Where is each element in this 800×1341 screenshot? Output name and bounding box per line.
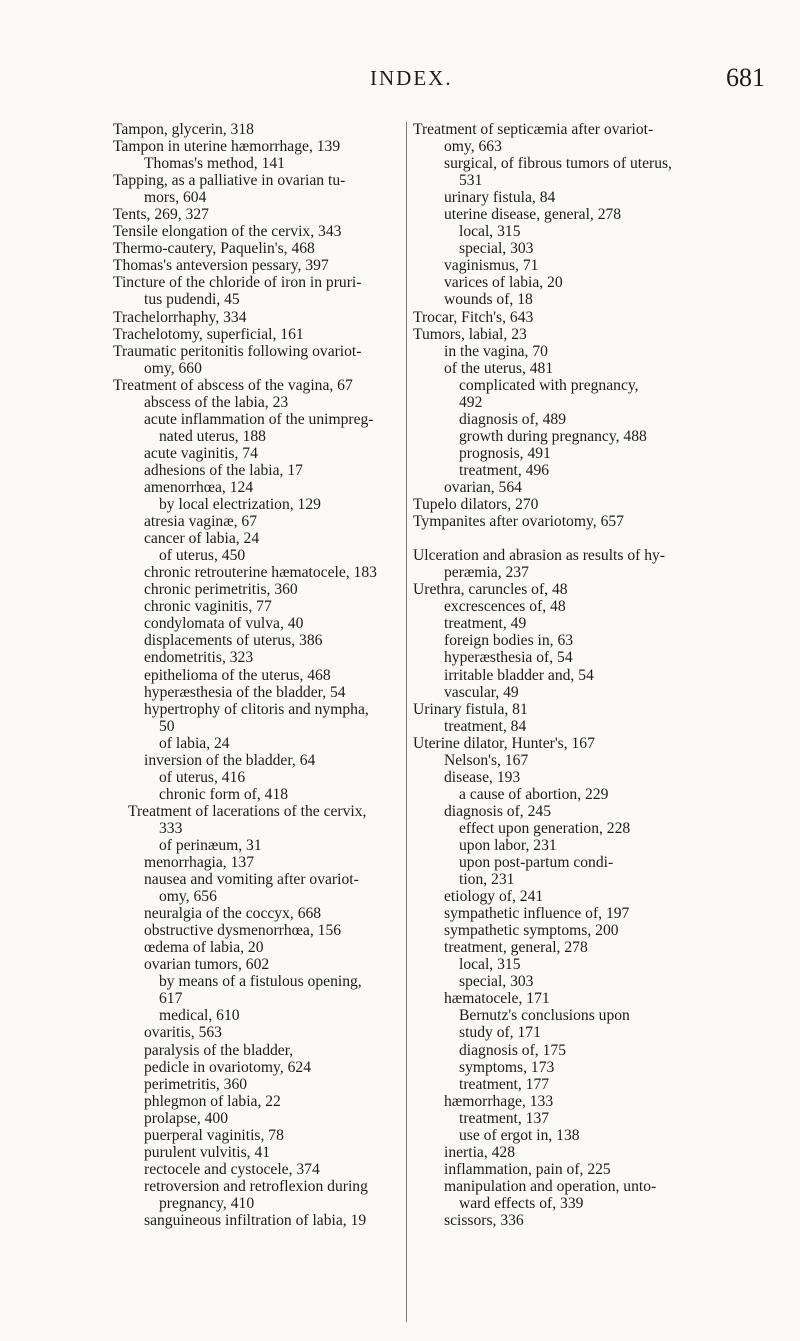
index-subentry: prognosis, 491 xyxy=(459,444,551,462)
index-subentry: upon post-partum condi- xyxy=(459,854,614,872)
index-subentry: ovarian tumors, 602 xyxy=(144,956,270,974)
index-subentry: Treatment of lacerations of the cervix, xyxy=(128,802,367,820)
index-subentry: peræmia, 237 xyxy=(444,564,529,582)
index-subentry: sanguineous infiltration of labia, 19 xyxy=(144,1212,367,1229)
index-subentry: of uterus, 416 xyxy=(159,768,246,786)
index-subentry: chronic retrouterine hæmatocele, 183 xyxy=(144,564,377,582)
index-subentry: uterine disease, general, 278 xyxy=(444,206,622,224)
index-column-left xyxy=(113,121,403,1229)
index-subentry: pregnancy, 410 xyxy=(159,1194,255,1212)
index-subentry: displacements of uterus, 386 xyxy=(144,632,323,650)
index-subentry: symptoms, 173 xyxy=(459,1058,555,1076)
index-subentry: diagnosis of, 489 xyxy=(459,410,566,428)
index-subentry: acute vaginitis, 74 xyxy=(144,444,258,462)
index-entry: Tumors, labial, 23 xyxy=(413,325,527,343)
index-entry: Treatment of septicæmia after ovariot- xyxy=(413,121,654,138)
index-subentry: Nelson's, 167 xyxy=(444,751,529,769)
running-head-title: INDEX. xyxy=(370,66,453,90)
index-subentry: hyperæsthesia of the bladder, 54 xyxy=(144,683,346,701)
index-entry: Urinary fistula, 81 xyxy=(413,700,528,718)
index-subentry: nausea and vomiting after ovariot- xyxy=(144,871,359,889)
index-subentry: by local electrization, 129 xyxy=(159,496,321,514)
index-subentry: special, 303 xyxy=(459,973,534,991)
index-subentry: use of ergot in, 138 xyxy=(459,1126,580,1144)
index-entry: Tympanites after ovariotomy, 657 xyxy=(413,513,624,531)
index-subentry: epithelioma of the uterus, 468 xyxy=(144,666,331,684)
index-subentry: etiology of, 241 xyxy=(444,888,544,906)
index-subentry: treatment, 84 xyxy=(444,717,527,735)
index-entry: Urethra, caruncles of, 48 xyxy=(413,581,568,599)
index-subentry: foreign bodies in, 63 xyxy=(444,632,574,650)
index-subentry: perimetritis, 360 xyxy=(144,1075,248,1093)
index-subentry: 531 xyxy=(459,172,483,190)
index-entry: Ulceration and abrasion as results of hy- xyxy=(413,547,666,565)
index-entry: Tensile elongation of the cervix, 343 xyxy=(113,223,342,241)
index-subentry: of uterus, 450 xyxy=(159,547,246,565)
index-subentry: complicated with pregnancy, xyxy=(459,376,639,394)
index-subentry: omy, 663 xyxy=(444,138,502,156)
index-entry: Traumatic peritonitis following ovariot- xyxy=(113,342,362,360)
index-subentry: ward effects of, 339 xyxy=(459,1194,584,1212)
index-subentry: œdema of labia, 20 xyxy=(144,939,264,957)
index-subentry: acute inflammation of the unimpreg- xyxy=(144,410,374,428)
index-subentry: diagnosis of, 175 xyxy=(459,1041,566,1059)
index-subentry: effect upon generation, 228 xyxy=(459,819,631,837)
index-subentry: mors, 604 xyxy=(144,189,207,207)
index-subentry: phlegmon of labia, 22 xyxy=(144,1092,281,1110)
index-entry: Treatment of abscess of the vagina, 67 xyxy=(113,376,353,394)
index-subentry: ovaritis, 563 xyxy=(144,1024,222,1042)
index-subentry: tion, 231 xyxy=(459,871,515,889)
index-subentry: a cause of abortion, 229 xyxy=(459,785,609,803)
index-subentry: hæmorrhage, 133 xyxy=(444,1092,554,1110)
index-subentry: of labia, 24 xyxy=(159,734,230,752)
index-subentry: amenorrhœa, 124 xyxy=(144,478,254,496)
index-entry: Tincture of the chloride of iron in pruri- xyxy=(113,274,362,292)
index-subentry: sympathetic symptoms, 200 xyxy=(444,922,619,940)
index-subentry: of the uterus, 481 xyxy=(444,359,554,377)
page-header xyxy=(0,63,800,96)
index-subentry: paralysis of the bladder, xyxy=(144,1041,294,1059)
column-divider xyxy=(406,122,407,1322)
index-subentry: upon labor, 231 xyxy=(459,836,557,854)
index-subentry: surgical, of fibrous tumors of uterus, xyxy=(444,155,672,173)
index-subentry: vaginismus, 71 xyxy=(444,257,539,275)
index-subentry: hyperæsthesia of, 54 xyxy=(444,649,573,667)
index-subentry: in the vagina, 70 xyxy=(444,342,548,360)
index-subentry: omy, 656 xyxy=(159,888,217,906)
index-subentry: varices of labia, 20 xyxy=(444,274,563,292)
index-subentry: rectocele and cystocele, 374 xyxy=(144,1160,320,1178)
index-subentry: treatment, 49 xyxy=(444,615,527,633)
index-subentry: study of, 171 xyxy=(459,1024,541,1042)
index-subentry: special, 303 xyxy=(459,240,534,258)
index-subentry: atresia vaginæ, 67 xyxy=(144,513,258,531)
index-subentry: hypertrophy of clitoris and nympha, xyxy=(144,700,369,718)
index-subentry: hæmatocele, 171 xyxy=(444,990,550,1008)
index-entry: Tapping, as a palliative in ovarian tu- xyxy=(113,172,346,190)
index-subentry: 492 xyxy=(459,393,483,411)
index-entry: Tents, 269, 327 xyxy=(113,206,209,224)
index-subentry: puerperal vaginitis, 78 xyxy=(144,1126,284,1144)
index-subentry: growth during pregnancy, 488 xyxy=(459,427,647,445)
index-subentry: retroversion and retroflexion during xyxy=(144,1177,368,1195)
index-subentry: diagnosis of, 245 xyxy=(444,802,551,820)
index-subentry: disease, 193 xyxy=(444,768,521,786)
index-subentry: purulent vulvitis, 41 xyxy=(144,1143,271,1161)
index-subentry: treatment, 137 xyxy=(459,1109,550,1127)
index-entry: Thomas's anteversion pessary, 397 xyxy=(113,257,329,275)
index-entry: Tampon in uterine hæmorrhage, 139 xyxy=(113,138,341,156)
index-subentry: abscess of the labia, 23 xyxy=(144,393,289,411)
index-subentry: inversion of the bladder, 64 xyxy=(144,751,316,769)
index-subentry: scissors, 336 xyxy=(444,1212,524,1229)
index-subentry: obstructive dysmenorrhœa, 156 xyxy=(144,922,342,940)
index-subentry: of perinæum, 31 xyxy=(159,836,262,854)
index-subentry: 617 xyxy=(159,990,183,1008)
index-subentry: excrescences of, 48 xyxy=(444,598,566,616)
index-subentry: prolapse, 400 xyxy=(144,1109,229,1127)
index-subentry: cancer of labia, 24 xyxy=(144,530,260,548)
index-subentry: medical, 610 xyxy=(159,1007,240,1025)
index-subentry: condylomata of vulva, 40 xyxy=(144,615,304,633)
index-entry: Tupelo dilators, 270 xyxy=(413,496,539,514)
index-subentry: treatment, 177 xyxy=(459,1075,550,1093)
index-subentry: chronic form of, 418 xyxy=(159,785,289,803)
index-column-right xyxy=(413,121,703,1229)
column-gap xyxy=(413,530,703,547)
index-subentry: tus pudendi, 45 xyxy=(144,291,240,309)
index-subentry: inertia, 428 xyxy=(444,1143,516,1161)
index-subentry: local, 315 xyxy=(459,956,521,974)
index-entry: Tampon, glycerin, 318 xyxy=(113,121,254,138)
index-subentry: irritable bladder and, 54 xyxy=(444,666,594,684)
index-subentry: wounds of, 18 xyxy=(444,291,533,309)
index-subentry: Thomas's method, 141 xyxy=(144,155,285,173)
index-subentry: manipulation and operation, unto- xyxy=(444,1177,657,1195)
index-subentry: chronic perimetritis, 360 xyxy=(144,581,298,599)
index-subentry: urinary fistula, 84 xyxy=(444,189,556,207)
index-subentry: treatment, general, 278 xyxy=(444,939,588,957)
page-number: 681 xyxy=(726,63,765,92)
index-subentry: chronic vaginitis, 77 xyxy=(144,598,272,616)
index-subentry: sympathetic influence of, 197 xyxy=(444,905,630,923)
index-subentry: 50 xyxy=(159,717,175,735)
index-subentry: endometritis, 323 xyxy=(144,649,254,667)
index-subentry: neuralgia of the coccyx, 668 xyxy=(144,905,322,923)
index-entry: Trachelotomy, superficial, 161 xyxy=(113,325,304,343)
index-subentry: nated uterus, 188 xyxy=(159,427,266,445)
index-entry: Uterine dilator, Hunter's, 167 xyxy=(413,734,595,752)
index-subentry: adhesions of the labia, 17 xyxy=(144,461,303,479)
index-entry: Trachelorrhaphy, 334 xyxy=(113,308,247,326)
index-entry: Trocar, Fitch's, 643 xyxy=(413,308,534,326)
index-subentry: Bernutz's conclusions upon xyxy=(459,1007,630,1025)
index-subentry: menorrhagia, 137 xyxy=(144,854,254,872)
index-subentry: omy, 660 xyxy=(144,359,202,377)
index-subentry: pedicle in ovariotomy, 624 xyxy=(144,1058,312,1076)
index-entry: Thermo-cautery, Paquelin's, 468 xyxy=(113,240,315,258)
index-subentry: 333 xyxy=(159,819,183,837)
index-subentry: inflammation, pain of, 225 xyxy=(444,1160,611,1178)
index-subentry: ovarian, 564 xyxy=(444,478,522,496)
index-subentry: vascular, 49 xyxy=(444,683,519,701)
index-subentry: by means of a fistulous opening, xyxy=(159,973,362,991)
index-subentry: treatment, 496 xyxy=(459,461,550,479)
index-subentry: local, 315 xyxy=(459,223,521,241)
